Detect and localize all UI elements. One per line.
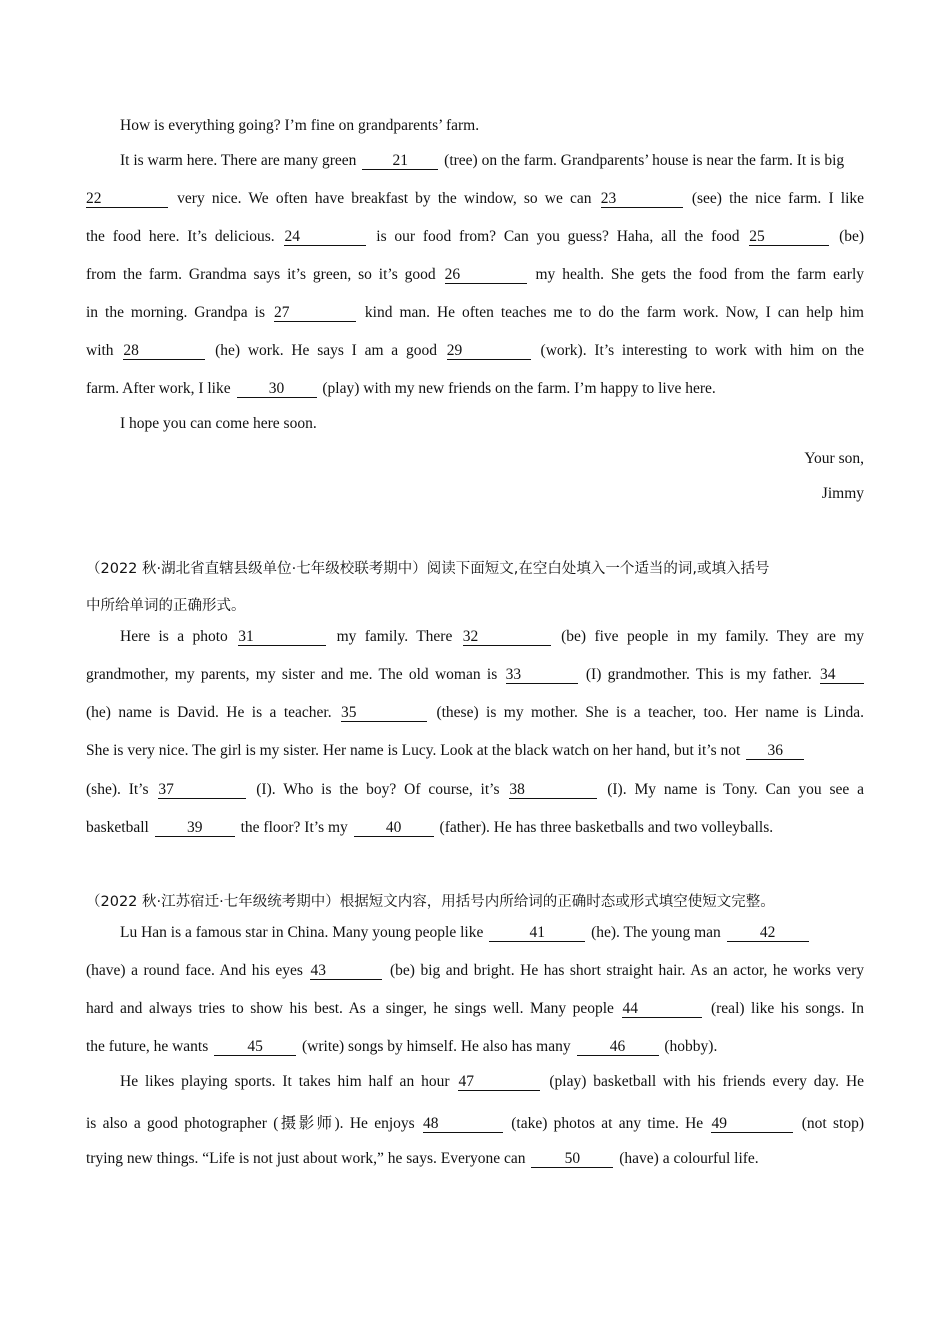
- blank-46[interactable]: 46: [577, 1038, 659, 1056]
- blank-47[interactable]: 47: [458, 1073, 540, 1091]
- blank-43[interactable]: 43: [310, 962, 382, 980]
- section2-line-3: (he) name is David. He is a teacher. 35 (these) is my mother. She is a teacher, too. Her name is Linda.: [86, 704, 864, 721]
- letter-line-7: with 28 (he) work. He says I am a good 29 (work). It’s interesting to work with him on the: [86, 342, 865, 359]
- blank-35[interactable]: 35: [341, 704, 427, 722]
- blank-37[interactable]: 37: [158, 781, 246, 799]
- blank-34[interactable]: 34: [820, 666, 864, 684]
- section2-line-5: (she). It’s 37 (I). Who is the boy? Of course, it’s 38 (I). My name is Tony. Can you see a: [86, 781, 865, 798]
- section2-line-6: basketball 39 the floor? It’s my 40 (father). He has three basketballs and two volleyballs.: [86, 819, 774, 836]
- section2-line-2: grandmother, my parents, my sister and me. The old woman is 33 (I) grandmother. This is my father. 34: [86, 666, 864, 684]
- blank-24[interactable]: 24: [284, 228, 366, 246]
- blank-36[interactable]: 36: [746, 742, 804, 760]
- blank-29[interactable]: 29: [447, 342, 531, 360]
- letter-line-2: It is warm here. There are many green 21 (tree) on the farm. Grandparents’ house is near the farm. It is big: [120, 152, 845, 169]
- letter-line-5: from the farm. Grandma says it’s green, so it’s good 26 my health. She gets the food from the farm early: [86, 266, 865, 283]
- letter-closing: I hope you can come here soon.: [120, 415, 317, 432]
- blank-38[interactable]: 38: [509, 781, 597, 799]
- blank-31[interactable]: 31: [238, 628, 326, 646]
- section2-line-4: She is very nice. The girl is my sister. Her name is Lucy. Look at the black watch on her hand, but it’s not 36: [86, 742, 876, 760]
- letter-line-8: farm. After work, I like 30 (play) with my new friends on the farm. I’m happy to live here.: [86, 380, 716, 397]
- blank-28[interactable]: 28: [123, 342, 205, 360]
- section2-heading-line-2: 中所给单词的正确形式。: [86, 598, 246, 614]
- blank-45[interactable]: 45: [214, 1038, 296, 1056]
- blank-25[interactable]: 25: [749, 228, 829, 246]
- blank-40[interactable]: 40: [354, 819, 434, 837]
- blank-41[interactable]: 41: [489, 924, 585, 942]
- blank-50[interactable]: 50: [531, 1150, 613, 1168]
- blank-26[interactable]: 26: [445, 266, 527, 284]
- section3-line-4: the future, he wants 45 (write) songs by himself. He also has many 46 (hobby).: [86, 1038, 718, 1055]
- section3-line-1: Lu Han is a famous star in China. Many young people like 41 (he). The young man 42: [120, 924, 890, 942]
- blank-49[interactable]: 49: [711, 1115, 793, 1133]
- blank-33[interactable]: 33: [506, 666, 578, 684]
- letter-signature: Jimmy: [821, 485, 864, 502]
- section3-line-5: He likes playing sports. It takes him half an hour 47 (play) basketball with his friends every day. He: [120, 1073, 865, 1090]
- blank-21[interactable]: 21: [362, 152, 438, 170]
- blank-44[interactable]: 44: [622, 1000, 702, 1018]
- blank-30[interactable]: 30: [237, 380, 317, 398]
- letter-line-1: How is everything going? I’m fine on grandparents’ farm.: [120, 117, 480, 134]
- blank-39[interactable]: 39: [155, 819, 235, 837]
- letter-line-4: the food here. It’s delicious. 24 is our food from? Can you guess? Haha, all the food 25 (be): [86, 228, 865, 245]
- section2-heading-line-1: （2022 秋·湖北省直辖县级单位·七年级校联考期中）阅读下面短文,在空白处填入一个适当的词,或填入括号: [86, 561, 770, 577]
- section3-line-7: trying new things. “Life is not just about work,” he says. Everyone can 50 (have) a colourful life.: [86, 1150, 759, 1167]
- section2-line-1: Here is a photo 31 my family. There 32 (be) five people in my family. They are my: [120, 628, 865, 645]
- blank-42[interactable]: 42: [727, 924, 809, 942]
- section3-line-2: (have) a round face. And his eyes 43 (be) big and bright. He has short straight hair. As an actor, he works very: [86, 962, 864, 979]
- blank-22[interactable]: 22: [86, 190, 168, 208]
- section3-line-3: hard and always tries to show his best. As a singer, he sings well. Many people 44 (real) like his songs. In: [86, 1000, 865, 1017]
- letter-signoff: Your son,: [804, 450, 864, 467]
- blank-27[interactable]: 27: [274, 304, 356, 322]
- section3-line-6: is also a good photographer (摄影师). He enjoys 48 (take) photos at any time. He 49 (not stop): [86, 1115, 864, 1132]
- blank-32[interactable]: 32: [463, 628, 551, 646]
- letter-line-6: in the morning. Grandpa is 27 kind man. He often teaches me to do the farm work. Now, I can help him: [86, 304, 864, 321]
- section3-heading: （2022 秋·江苏宿迁·七年级统考期中）根据短文内容，用括号内所给词的正确时态或形式填空使短文完整。: [86, 894, 775, 910]
- letter-line-3: 22 very nice. We often have breakfast by the window, so we can 23 (see) the nice farm. I like: [86, 190, 865, 207]
- blank-48[interactable]: 48: [423, 1115, 503, 1133]
- blank-23[interactable]: 23: [601, 190, 683, 208]
